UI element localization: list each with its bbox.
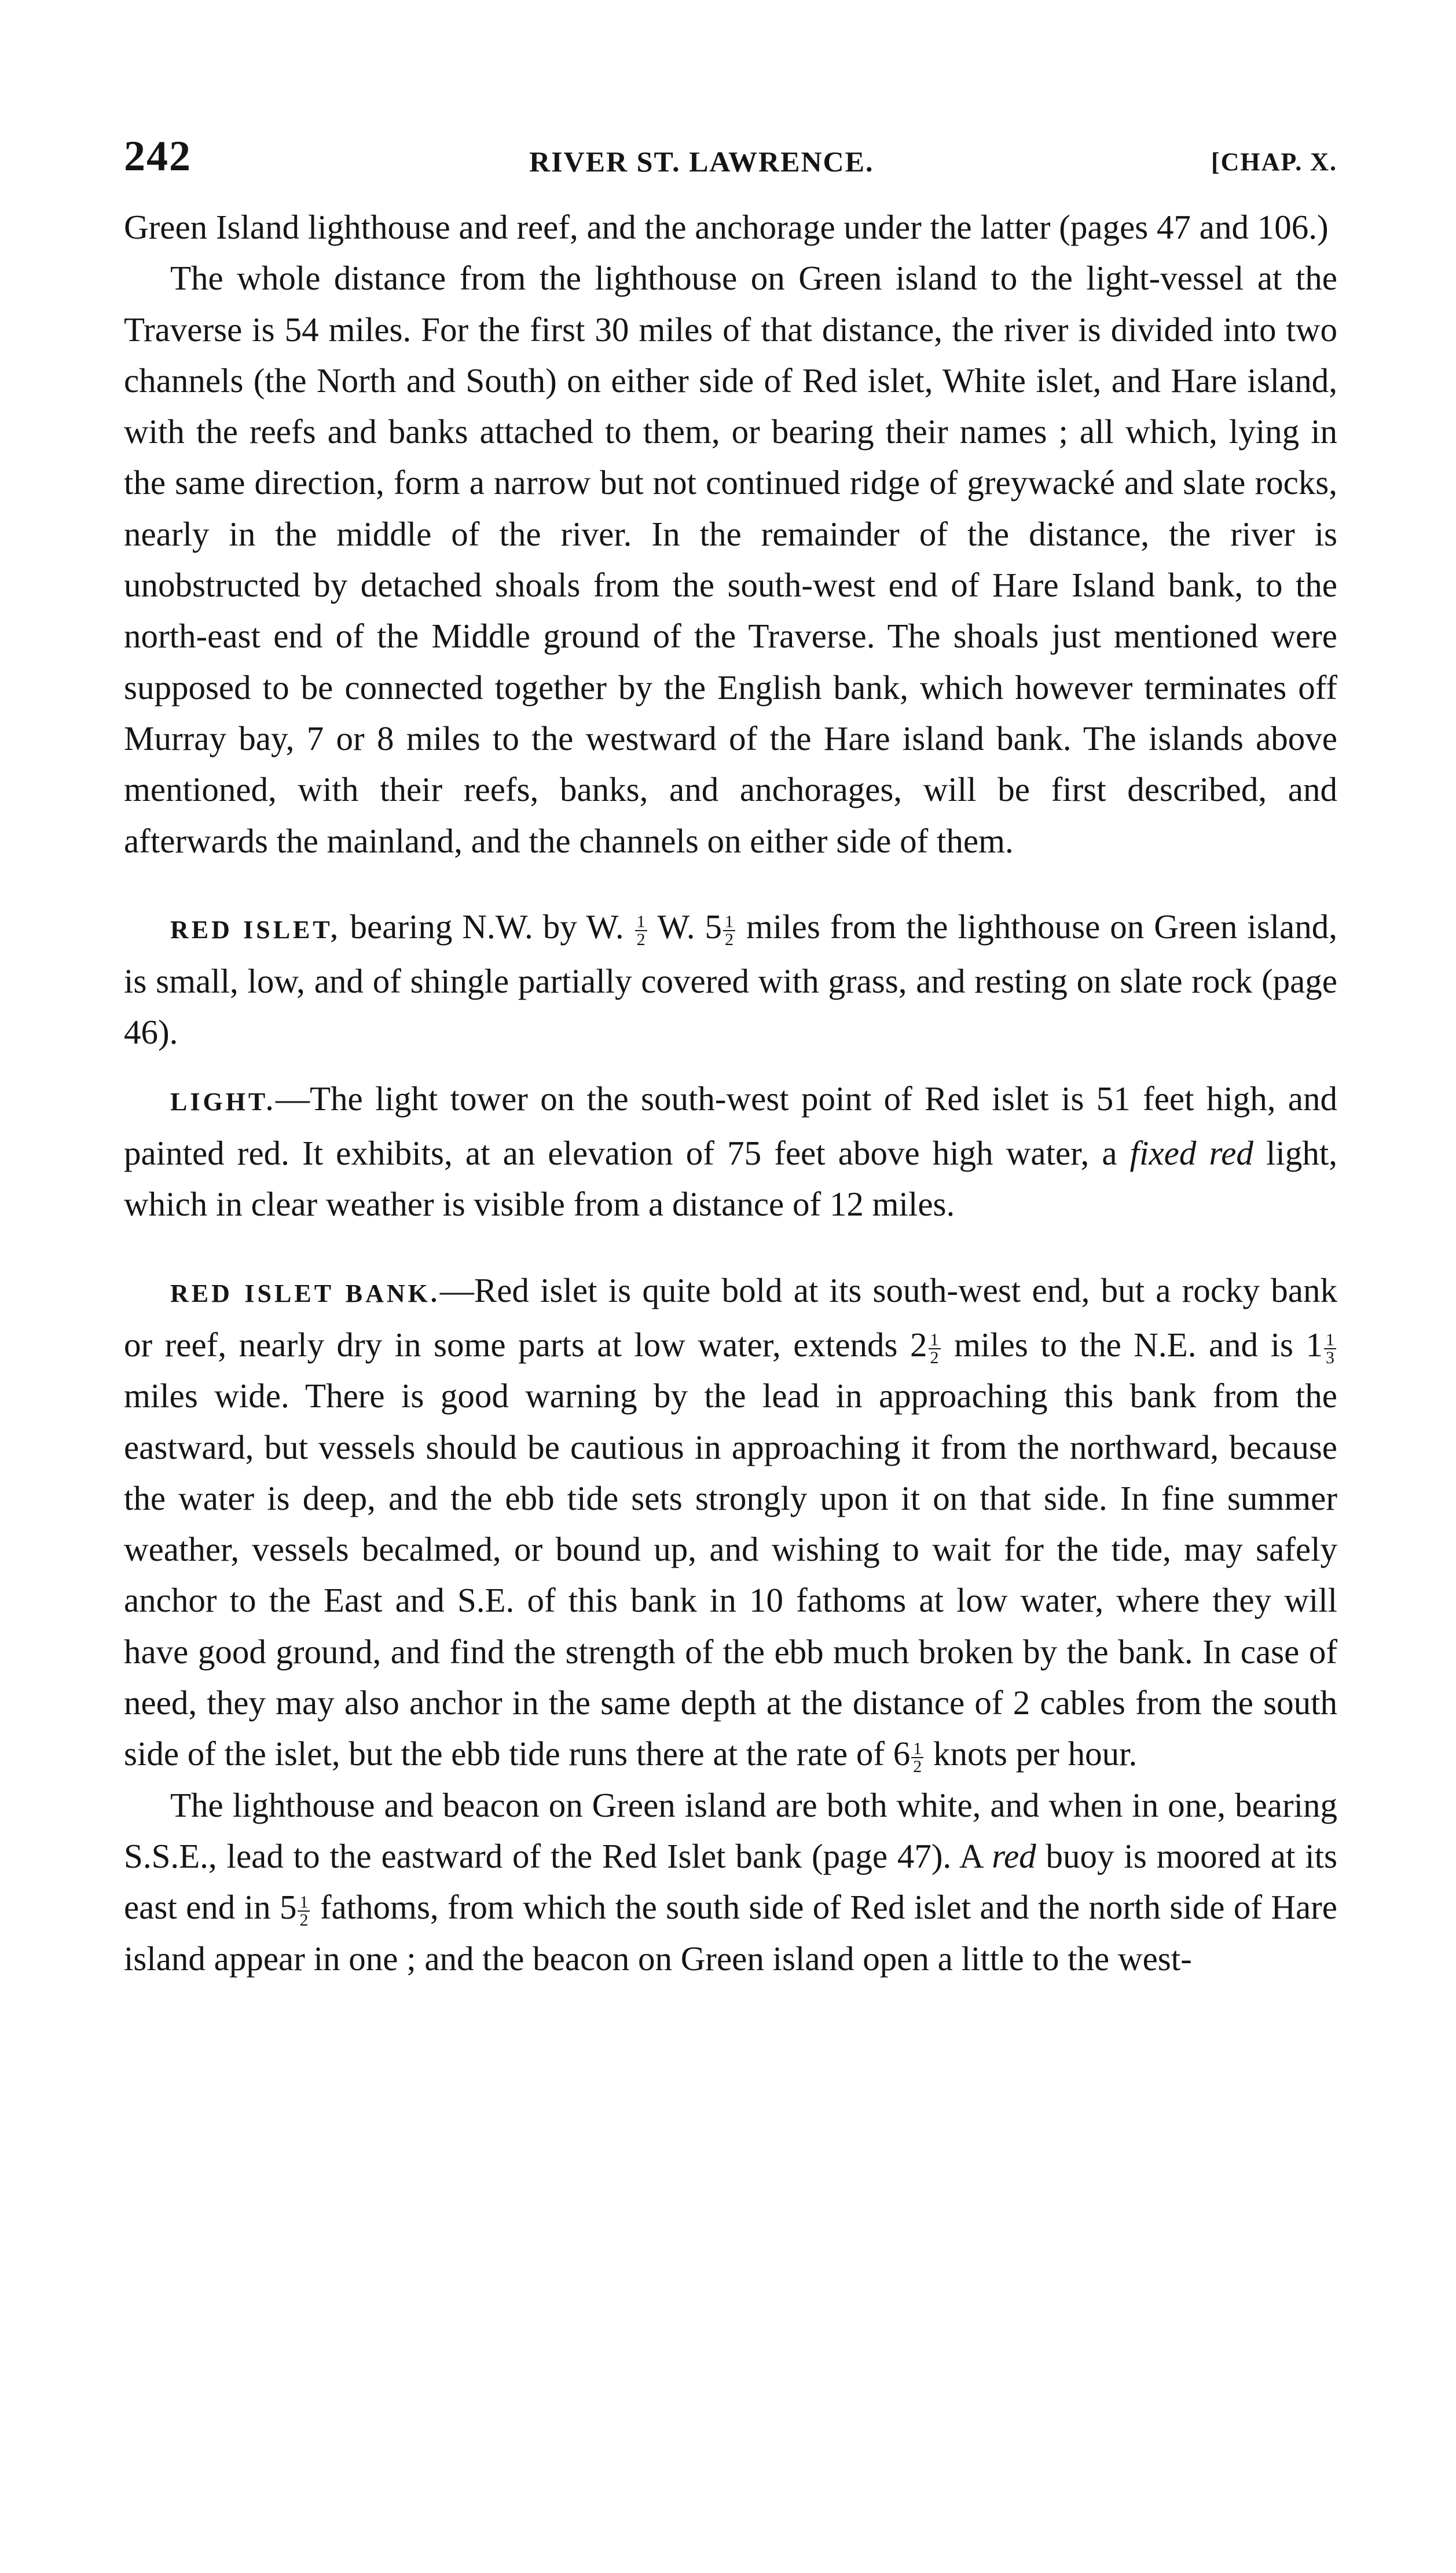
fraction-numerator: 1 <box>1324 1331 1336 1349</box>
italic-text: fixed red <box>1129 1134 1253 1173</box>
fraction-denominator: 3 <box>1326 1348 1335 1367</box>
page-number: 242 <box>124 133 192 180</box>
text-segment: —The light tower on the south-west point of Red islet is 51 feet high, and painted red. It exhibits, at an elevation of 75 feet above high water, a <box>124 1079 1337 1173</box>
section-heading-light: LIGHT. <box>170 1087 276 1116</box>
text-segment: The lighthouse and beacon on Green island are both white, and when in one, bearing S.S.E., lead to the eastward of the Red Islet bank (page 47). A <box>124 1785 1337 1875</box>
fraction <box>723 913 735 948</box>
paragraph-red-islet-bank <box>124 1265 1337 1780</box>
fraction-denominator: 2 <box>299 1910 309 1930</box>
fraction <box>298 1894 310 1928</box>
section-heading-red-islet-bank: RED ISLET BANK. <box>170 1279 440 1308</box>
fraction <box>635 913 647 948</box>
fraction <box>1324 1331 1336 1366</box>
text-segment: buoy is moored at its east end in 5 <box>124 1836 1338 1927</box>
fraction-numerator: 1 <box>635 913 647 931</box>
fraction-denominator: 2 <box>930 1348 939 1367</box>
body-text <box>124 202 1337 1984</box>
running-title: RIVER ST. LAWRENCE. <box>529 145 874 178</box>
chapter-label: [CHAP. X. <box>1211 148 1337 176</box>
fraction-denominator: 2 <box>724 929 733 949</box>
text-segment: light, which in clear weather is visible from a distance of 12 miles. <box>124 1134 1337 1224</box>
fraction <box>911 1740 923 1775</box>
section-heading-red-islet: RED ISLET, <box>170 915 340 944</box>
running-head <box>124 132 1337 202</box>
paragraph-red-islet <box>124 901 1337 1058</box>
fraction-denominator: 2 <box>913 1757 922 1777</box>
fraction-numerator: 1 <box>929 1331 941 1349</box>
paragraph-buoy <box>124 1780 1337 1984</box>
text-segment: fathoms, from which the south side of Red islet and the north side of Hare island appear in one ; and the beacon on Green island open a little to the west- <box>124 1888 1337 1978</box>
fraction-numerator: 1 <box>298 1894 310 1912</box>
text-segment: miles wide. There is good warning by the lead in approaching this bank from the eastward, but vessels should be cautious in approaching it from the northward, because the water is deep, and the ebb tide sets strongly upon it on that side. In fine summer weather, vessels becalmed, or bound up, and wishing to wait for the tide, may safely anchor to the East and S.E. of this bank in 10 fathoms at low water, where they will have good ground, and find the strength of the ebb much broken by the bank. In case of need, they may also anchor in the same depth at the distance of 2 cables from the south side of the islet, but the ebb tide runs there at the rate of 6 <box>124 1377 1337 1773</box>
fraction-numerator: 1 <box>723 913 735 931</box>
text-segment: miles from the lighthouse on Green island, is small, low, and of shingle partially covered with grass, and resting on slate rock (page 46). <box>124 907 1337 1052</box>
fraction <box>929 1331 941 1366</box>
page <box>124 132 1337 1984</box>
paragraph-continuation: Green Island lighthouse and reef, and the anchorage under the latter (pages 47 and 106.) <box>124 208 1329 246</box>
italic-text: red <box>992 1836 1036 1875</box>
text-segment: W. 5 <box>648 907 722 946</box>
fraction-numerator: 1 <box>911 1740 923 1758</box>
paragraph-distance: The whole distance from the lighthouse on Green island to the light-vessel at the Traverse is 54 miles. For the first 30 miles of that distance, the river is divided into two channels (the North and South) on either side of Red islet, White islet, and Hare island, with the reefs and banks attached to them, or bearing their names ; all which, lying in the same direction, form a narrow but not continued ridge of greywacké and slate rocks, nearly in the middle of the river. In the remainder of the distance, the river is unobstructed by detached shoals from the south-west end of Hare Island bank, to the north-east end of the Middle ground of the Traverse. The shoals just mentioned were supposed to be connected together by the English bank, which however terminates off Murray bay, 7 or 8 miles to the westward of the Hare island bank. The islands above mentioned, with their reefs, banks, and anchorages, will be first described, and afterwards the mainland, and the channels on either side of them. <box>124 259 1337 860</box>
fraction-denominator: 2 <box>636 929 646 949</box>
text-segment: miles to the N.E. and is 1 <box>941 1325 1323 1364</box>
text-segment: bearing N.W. by W. <box>340 907 624 946</box>
text-segment: —Red islet is quite bold at its south-west end, but a rocky bank or reef, nearly dry in some parts at low water, extends 2 <box>124 1271 1337 1364</box>
paragraph-light <box>124 1073 1337 1230</box>
text-segment: knots per hour. <box>925 1734 1138 1773</box>
